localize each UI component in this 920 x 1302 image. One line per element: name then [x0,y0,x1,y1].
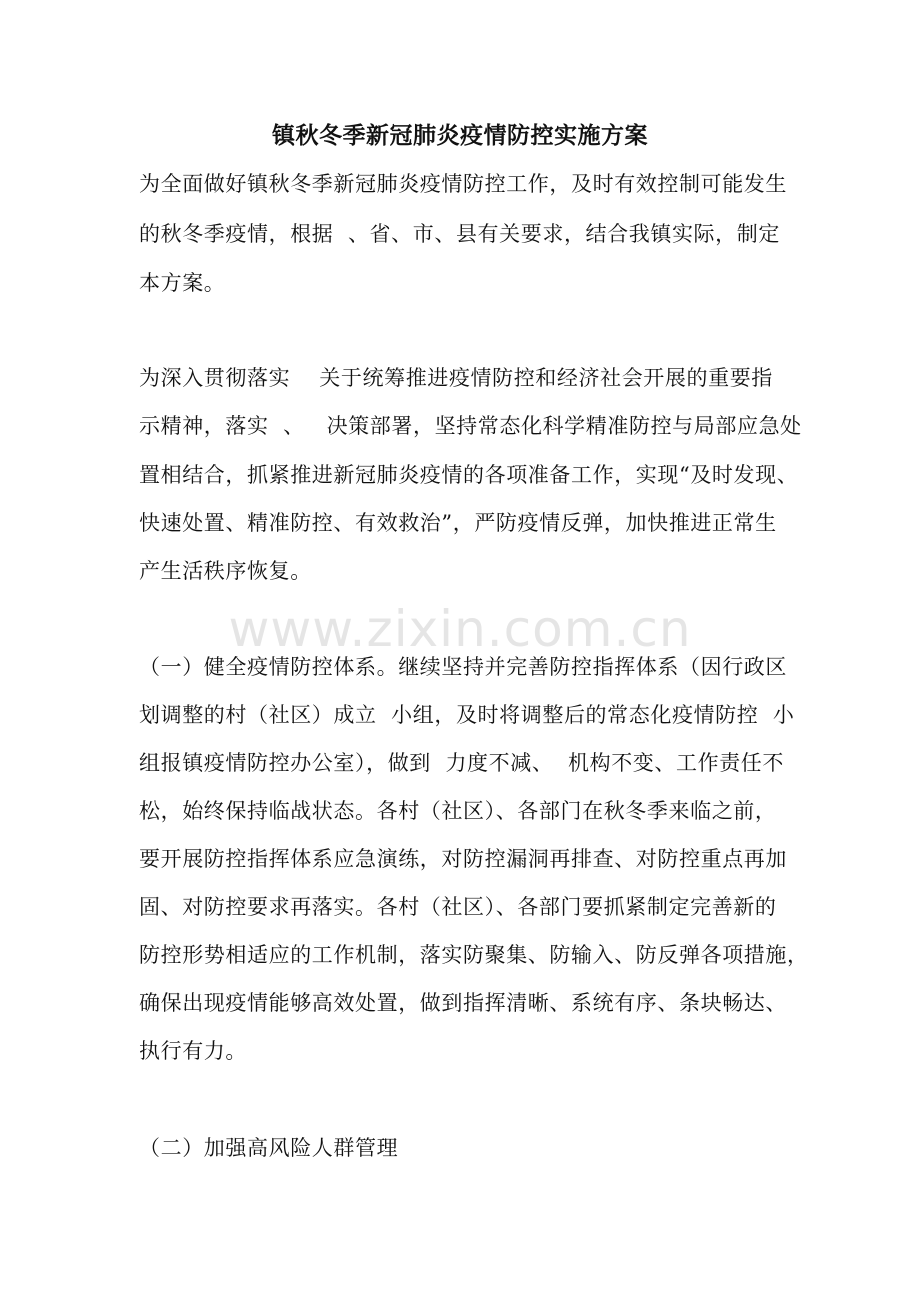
intro-line: 本方案。 [139,271,226,295]
section-line: 执行有力。 [139,1039,247,1063]
section-heading: （二）加强高风险人群管理 [139,1136,399,1160]
intro-line: 为全面做好镇秋冬季新冠肺炎疫情防控工作，及时有效控制可能发生 [139,172,787,196]
intro-line: 的秋冬季疫情，根据 、省、市、县有关要求，结合我镇实际，制定 [139,222,780,246]
section-line: 划调整的村（社区）成立 小组，及时将调整后的常态化疫情防控 小 [139,703,795,727]
section-line: 防控形势相适应的工作机制，落实防聚集、防输入、防反弹各项措施， [139,943,809,967]
paragraph-line: 快速处置、精准防控、有效救治”，严防疫情反弹，加快推进正常生 [139,511,777,535]
section-line: 确保出现疫情能够高效处置，做到指挥清晰、系统有序、条块畅达、 [139,991,787,1015]
paragraph-line: 示精神，落实 、 决策部署，坚持常态化科学精准防控与局部应急处 [139,414,802,438]
watermark: www.zixin.com.cn [228,600,692,658]
section-line: （一）健全疫情防控体系。继续坚持并完善防控指挥体系（因行政区 [139,655,787,679]
document-title: 镇秋冬季新冠肺炎疫情防控实施方案 [272,122,648,149]
paragraph-line: 置相结合，抓紧推进新冠肺炎疫情的各项准备工作，实现“及时发现、 [139,463,799,487]
paragraph-line: 产生活秩序恢复。 [139,559,312,583]
section-line: 松，始终保持临战状态。各村（社区）、各部门在秋冬季来临之前， [139,799,777,823]
paragraph-line: 为深入贯彻落实 关于统筹推进疫情防控和经济社会开展的重要指 [139,366,773,390]
section-line: 要开展防控指挥体系应急演练，对防控漏洞再排查、对防控重点再加 [139,847,787,871]
section-line: 组报镇疫情防控办公室），做到 力度不减、 机构不变、工作责任不 [139,751,784,775]
section-line: 固、对防控要求再落实。各村（社区）、各部门要抓紧制定完善新的 [139,895,777,919]
